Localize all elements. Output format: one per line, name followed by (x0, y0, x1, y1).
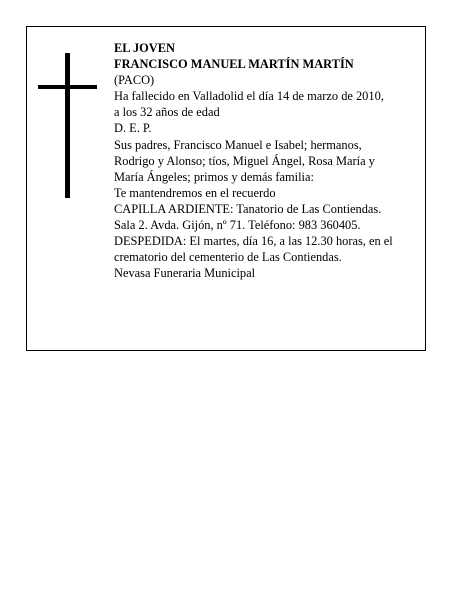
family-line-3: María Ángeles; primos y demás familia: (114, 169, 314, 184)
family-line-2: Rodrigo y Alonso; tíos, Miguel Ángel, Rosa María y (114, 153, 375, 168)
notice-text (114, 40, 426, 281)
deceased-name: FRANCISCO MANUEL MARTÍN MARTÍN (114, 57, 354, 72)
death-place-date: Ha fallecido en Valladolid el día 14 de marzo de 2010, (114, 89, 384, 104)
notice-heading: EL JOVEN (114, 41, 175, 55)
remembrance-line: Te mantendremos en el recuerdo (114, 185, 276, 200)
farewell-place: crematorio del cementerio de Las Contiendas. (114, 250, 342, 265)
cross-horizontal-bar (38, 85, 97, 89)
chapel-address-phone: Sala 2. Avda. Gijón, nº 71. Teléfono: 983 360405. (114, 218, 361, 233)
farewell-details: DESPEDIDA: El martes, día 16, a las 12.30 horas, en el (114, 234, 393, 249)
funeral-home-name: Nevasa Funeraria Municipal (114, 266, 256, 281)
family-line-1: Sus padres, Francisco Manuel e Isabel; hermanos, (114, 137, 362, 152)
deceased-nickname: (PACO) (114, 73, 155, 88)
chapel-location: CAPILLA ARDIENTE: Tanatorio de Las Contiendas. (114, 201, 382, 216)
age-at-death: a los 32 años de edad (114, 105, 220, 120)
cross-vertical-bar (65, 53, 70, 198)
rip-abbreviation: D. E. P. (114, 121, 152, 136)
obituary-notice (26, 26, 426, 351)
